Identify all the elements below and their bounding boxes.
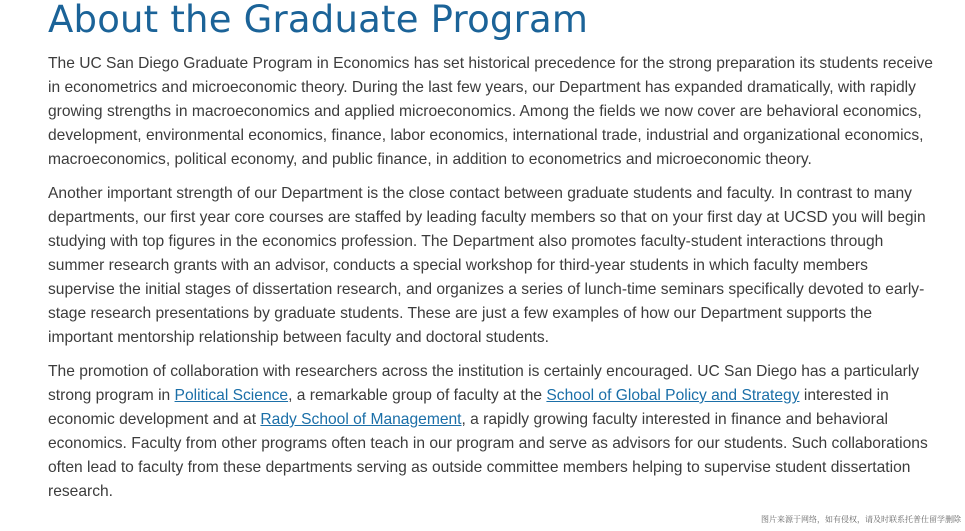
collaboration-text-2: , a remarkable group of faculty at the — [288, 387, 547, 404]
page-title: About the Graduate Program — [48, 0, 589, 41]
collaboration-text-4: , a rapidly growing faculty interested in finance and behavioral economics. Faculty from other programs often teach in our program and serve as advisors for our students. Such collaborations often lead to faculty from these departments serving as outside committee members helping to supervise student dissertation research. — [48, 411, 928, 500]
global-policy-strategy-link[interactable]: School of Global Policy and Strategy — [546, 387, 800, 404]
collaboration-text-3: interested in economic development and at — [48, 387, 889, 428]
political-science-link[interactable]: Political Science — [174, 387, 289, 404]
rady-school-link[interactable]: Rady School of Management — [260, 411, 462, 428]
collaboration-paragraph — [48, 360, 933, 504]
main-content — [48, 0, 933, 504]
intro-paragraph: The UC San Diego Graduate Program in Economics has set historical precedence for the strong preparation its students receive in econometrics and microeconomic theory. During the last few years, our Department has expanded dramatically, with rapidly growing strengths in macroeconomics and applied microeconomics. Among the fields we now cover are behavioral economics, development, environmental economics, finance, labor economics, international trade, industrial and organizational economics, macroeconomics, political economy, and public finance, in addition to econometrics and microeconomic theory. — [48, 55, 933, 168]
watermark-text: 图片来源于网络，如有侵权，请及时联系托普仕留学删除 — [761, 515, 961, 524]
faculty-contact-paragraph: Another important strength of our Department is the close contact between graduate students and faculty. In contrast to many departments, our first year core courses are staffed by leading faculty members so that on your first day at UCSD you will begin studying with top figures in the economics profession. The Department also promotes faculty-student interactions through summer research grants with an advisor, conducts a special workshop for third-year students in which faculty members supervise the initial stages of dissertation research, and organizes a series of lunch-time seminars specifically devoted to early-stage research presentations by graduate students. These are just a few examples of how our Department supports the important mentorship relationship between faculty and doctoral students. — [48, 185, 926, 346]
collaboration-text-1: The promotion of collaboration with researchers across the institution is certainly encouraged. UC San Diego has a particularly strong program in — [48, 363, 920, 404]
